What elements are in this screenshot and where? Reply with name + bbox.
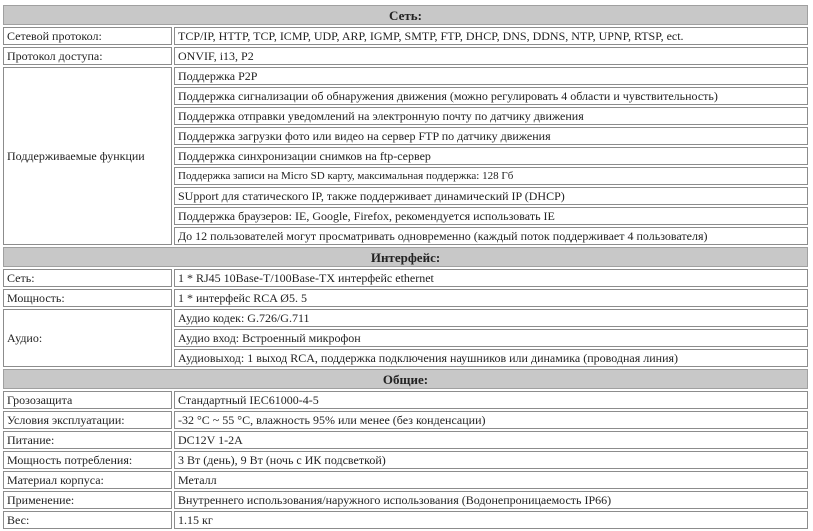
section-network — [3, 5, 808, 25]
function-item: Поддержка загрузки фото или видео на сервер FTP по датчику движения — [174, 127, 808, 145]
function-item: Поддержка записи на Micro SD карту, максимальная поддержка: 128 Гб — [174, 167, 808, 185]
row-value: 1 * интерфейс RCA Ø5. 5 — [174, 289, 808, 307]
row-label: Сеть: — [3, 269, 172, 287]
table-row — [3, 27, 808, 45]
table-row — [3, 451, 808, 469]
section-title: Сеть: — [3, 5, 808, 25]
row-value: 3 Вт (день), 9 Вт (ночь с ИК подсветкой) — [174, 451, 808, 469]
function-item: SUpport для статического IP, также поддерживает динамический IP (DHCP) — [174, 187, 808, 205]
row-label: Питание: — [3, 431, 172, 449]
section-title: Интерфейс: — [3, 247, 808, 267]
function-item: Поддержка P2P — [174, 67, 808, 85]
table-row — [3, 47, 808, 65]
table-row — [3, 431, 808, 449]
table-row — [3, 67, 808, 85]
row-value: TCP/IP, HTTP, TCP, ICMP, UDP, ARP, IGMP, SMTP, FTP, DHCP, DNS, DDNS, NTP, UPNP, RTSP, ect. — [174, 27, 808, 45]
row-label: Мощность: — [3, 289, 172, 307]
row-label: Мощность потребления: — [3, 451, 172, 469]
row-label: Аудио: — [3, 309, 172, 367]
row-label: Грозозащита — [3, 391, 172, 409]
row-value: Металл — [174, 471, 808, 489]
table-row — [3, 411, 808, 429]
row-value: ONVIF, i13, P2 — [174, 47, 808, 65]
function-item: Поддержка браузеров: IE, Google, Firefox, рекомендуется использовать IE — [174, 207, 808, 225]
function-item: Поддержка отправки уведомлений на электронную почту по датчику движения — [174, 107, 808, 125]
row-value: 1.15 кг — [174, 511, 808, 529]
row-label: Поддерживаемые функции — [3, 67, 172, 245]
row-label: Сетевой протокол: — [3, 27, 172, 45]
row-label: Вес: — [3, 511, 172, 529]
function-item: До 12 пользователей могут просматривать одновременно (каждый поток поддерживает 4 пользователя) — [174, 227, 808, 245]
audio-item: Аудио кодек: G.726/G.711 — [174, 309, 808, 327]
audio-item: Аудиовыход: 1 выход RCA, поддержка подключения наушников или динамика (проводная линия) — [174, 349, 808, 367]
row-value: -32 °C ~ 55 °C, влажность 95% или менее (без конденсации) — [174, 411, 808, 429]
section-title: Общие: — [3, 369, 808, 389]
section-interface — [3, 247, 808, 267]
function-item: Поддержка сигнализации об обнаружения движения (можно регулировать 4 области и чувствительность) — [174, 87, 808, 105]
audio-item: Аудио вход: Встроенный микрофон — [174, 329, 808, 347]
table-row — [3, 511, 808, 529]
row-label: Применение: — [3, 491, 172, 509]
row-value: Внутреннего использования/наружного использования (Водонепроницаемость IP66) — [174, 491, 808, 509]
row-value: DC12V 1-2A — [174, 431, 808, 449]
spec-table — [1, 3, 810, 531]
table-row — [3, 471, 808, 489]
table-row — [3, 289, 808, 307]
row-label: Протокол доступа: — [3, 47, 172, 65]
row-value: Стандартный IEC61000-4-5 — [174, 391, 808, 409]
table-row — [3, 391, 808, 409]
table-row — [3, 309, 808, 327]
row-value: 1 * RJ45 10Base-T/100Base-TX интерфейс ethernet — [174, 269, 808, 287]
row-label: Условия эксплуатации: — [3, 411, 172, 429]
section-general — [3, 369, 808, 389]
function-item: Поддержка синхронизации снимков на ftp-сервер — [174, 147, 808, 165]
table-row — [3, 269, 808, 287]
table-row — [3, 491, 808, 509]
row-label: Материал корпуса: — [3, 471, 172, 489]
